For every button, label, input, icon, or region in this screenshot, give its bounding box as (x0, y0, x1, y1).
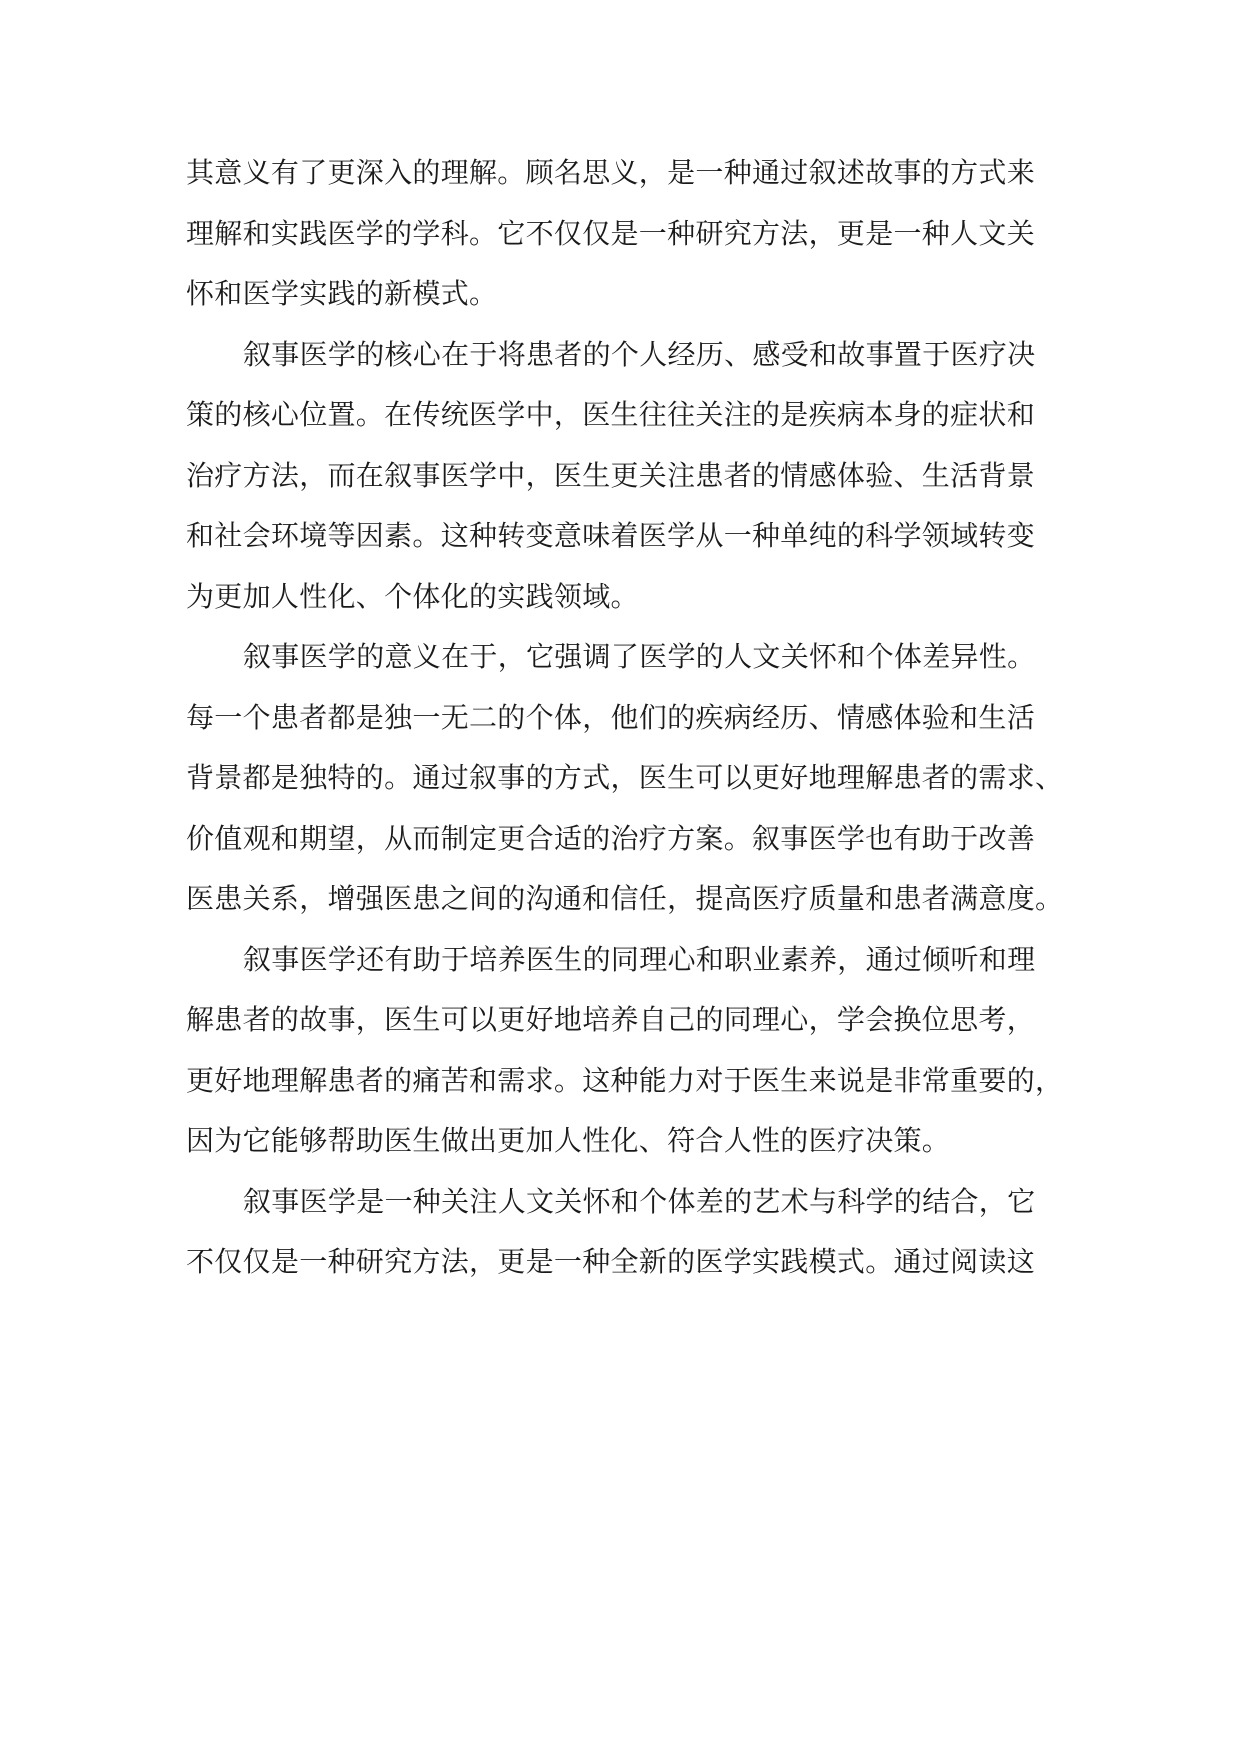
paragraph-first-line: 叙事医学是一种关注人文关怀和个体差的艺术与科学的结合，它 (243, 1184, 1036, 1218)
text-line: 背景都是独特的。通过叙事的方式，医生可以更好地理解患者的需求、 (186, 761, 1064, 794)
text-line: 价值观和期望，从而制定更合适的治疗方案。叙事医学也有助于改善 (186, 821, 1036, 855)
text-line: 医患关系，增强医患之间的沟通和信任，提高医疗质量和患者满意度。 (186, 882, 1064, 915)
text-line: 解患者的故事，医生可以更好地培养自己的同理心，学会换位思考， (186, 1003, 1036, 1036)
paragraph-first-line: 叙事医学的意义在于，它强调了医学的人文关怀和个体差异性。 (243, 640, 1036, 673)
text-line: 因为它能够帮助医生做出更加人性化、符合人性的医疗决策。 (186, 1124, 951, 1157)
text-line: 为更加人性化、个体化的实践领域。 (186, 579, 639, 613)
body-text (186, 143, 1066, 1293)
text-line: 和社会环境等因素。这种转变意味着医学从一种单纯的科学领域转变 (186, 519, 1036, 552)
text-line: 治疗方法，而在叙事医学中，医生更关注患者的情感体验、生活背景 (186, 458, 1036, 492)
text-line: 不仅仅是一种研究方法，更是一种全新的医学实践模式。通过阅读这 (186, 1245, 1036, 1278)
text-line: 其意义有了更深入的理解。顾名思义，是一种通过叙述故事的方式来 (186, 156, 1036, 189)
text-line: 每一个患者都是独一无二的个体，他们的疾病经历、情感体验和生活 (186, 700, 1036, 734)
text-line: 更好地理解患者的痛苦和需求。这种能力对于医生来说是非常重要的， (186, 1063, 1064, 1097)
text-line: 理解和实践医学的学科。它不仅仅是一种研究方法，更是一种人文关 (186, 216, 1036, 250)
paragraph-first-line: 叙事医学的核心在于将患者的个人经历、感受和故事置于医疗决 (243, 337, 1036, 371)
text-line: 怀和医学实践的新模式。 (186, 277, 498, 310)
text-line: 策的核心位置。在传统医学中，医生往往关注的是疾病本身的症状和 (186, 398, 1036, 431)
paragraph-first-line: 叙事医学还有助于培养医生的同理心和职业素养，通过倾听和理 (243, 942, 1036, 976)
